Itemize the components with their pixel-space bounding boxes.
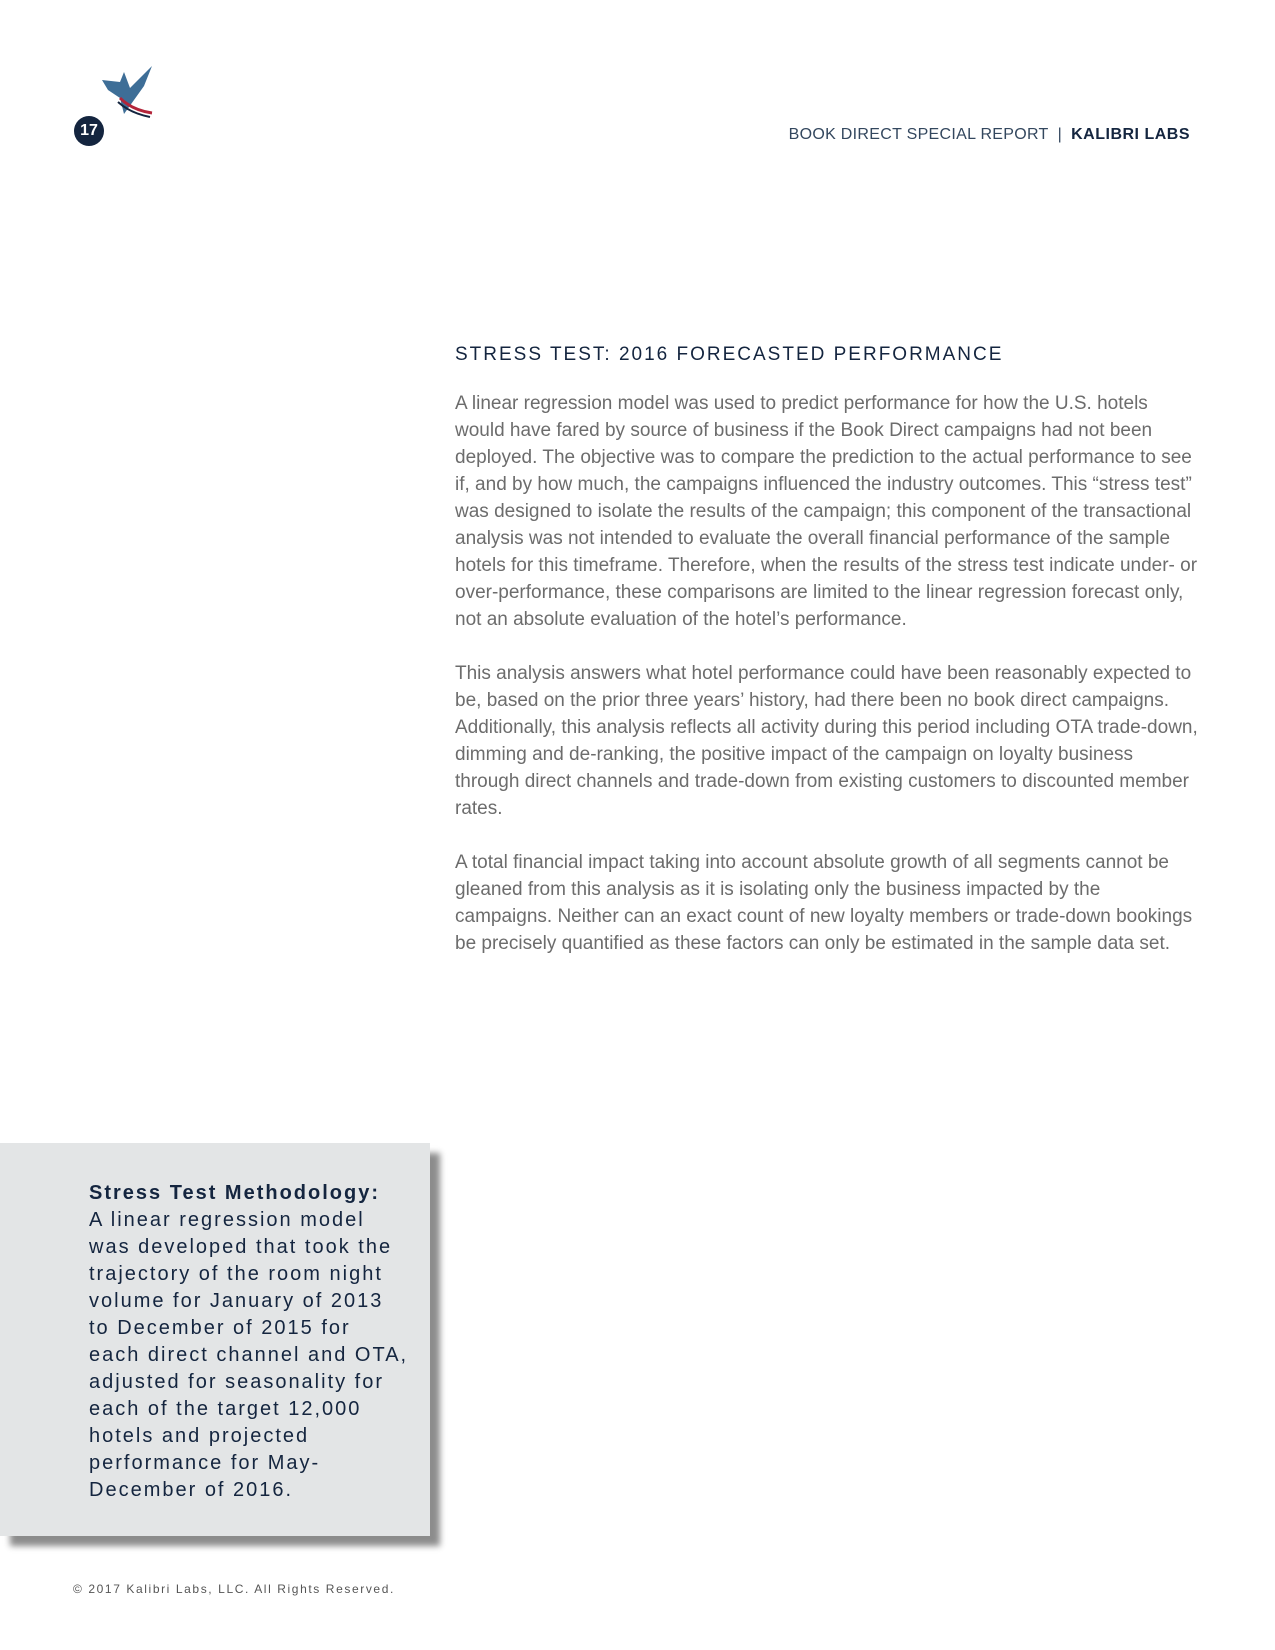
paragraph-2: This analysis answers what hotel performance could have been reasonably expected to be, based on the prior three years’ history, had there been no book direct campaigns. Additionally, this analysis reflects all activity during this period including OTA trade-down, dimming and de-ranking, the positive impact of the campaign on loyalty business through direct channels and trade-down from existing customers to discounted member rates.	[455, 663, 1198, 819]
sidebar-body: A linear regression model was developed that took the trajectory of the room night volume for January of 2013 to December of 2015 for each direct channel and OTA, adjusted for seasonality for each of the target 12,000 hotels and projected performance for May-December of 2016.	[89, 1209, 409, 1501]
page-number-badge: 17	[74, 116, 104, 146]
brand-name: KALIBRI LABS	[1071, 126, 1190, 143]
sidebar-heading: Stress Test Methodology:	[89, 1182, 380, 1204]
hummingbird-logo-icon	[100, 60, 162, 122]
report-title: BOOK DIRECT SPECIAL REPORT	[788, 126, 1049, 143]
main-content	[455, 344, 1200, 984]
running-header	[789, 126, 1190, 144]
section-title: STRESS TEST: 2016 FORECASTED PERFORMANCE	[455, 344, 1004, 365]
methodology-sidebar	[0, 1143, 430, 1536]
copyright-footer: © 2017 Kalibri Labs, LLC. All Rights Reserved.	[73, 1582, 395, 1596]
paragraph-1: A linear regression model was used to predict performance for how the U.S. hotels would have fared by source of business if the Book Direct campaigns had not been deployed. The objective was to compare the prediction to the actual performance to see if, and by how much, the campaigns influenced the industry outcomes. This “stress test” was designed to isolate the results of the campaign; this component of the transactional analysis was not intended to evaluate the overall financial performance of the sample hotels for this timeframe. Therefore, when the results of the stress test indicate under- or over-performance, these comparisons are limited to the linear regression forecast only, not an absolute evaluation of the hotel’s performance.	[455, 393, 1198, 630]
header-separator: |	[1057, 126, 1063, 143]
sidebar-text	[89, 1180, 409, 1504]
paragraph-3: A total financial impact taking into account absolute growth of all segments cannot be gleaned from this analysis as it is isolating only the business impacted by the campaigns. Neither can an exact count of new loyalty members or trade-down bookings be precisely quantified as these factors can only be estimated in the sample data set.	[455, 852, 1193, 954]
